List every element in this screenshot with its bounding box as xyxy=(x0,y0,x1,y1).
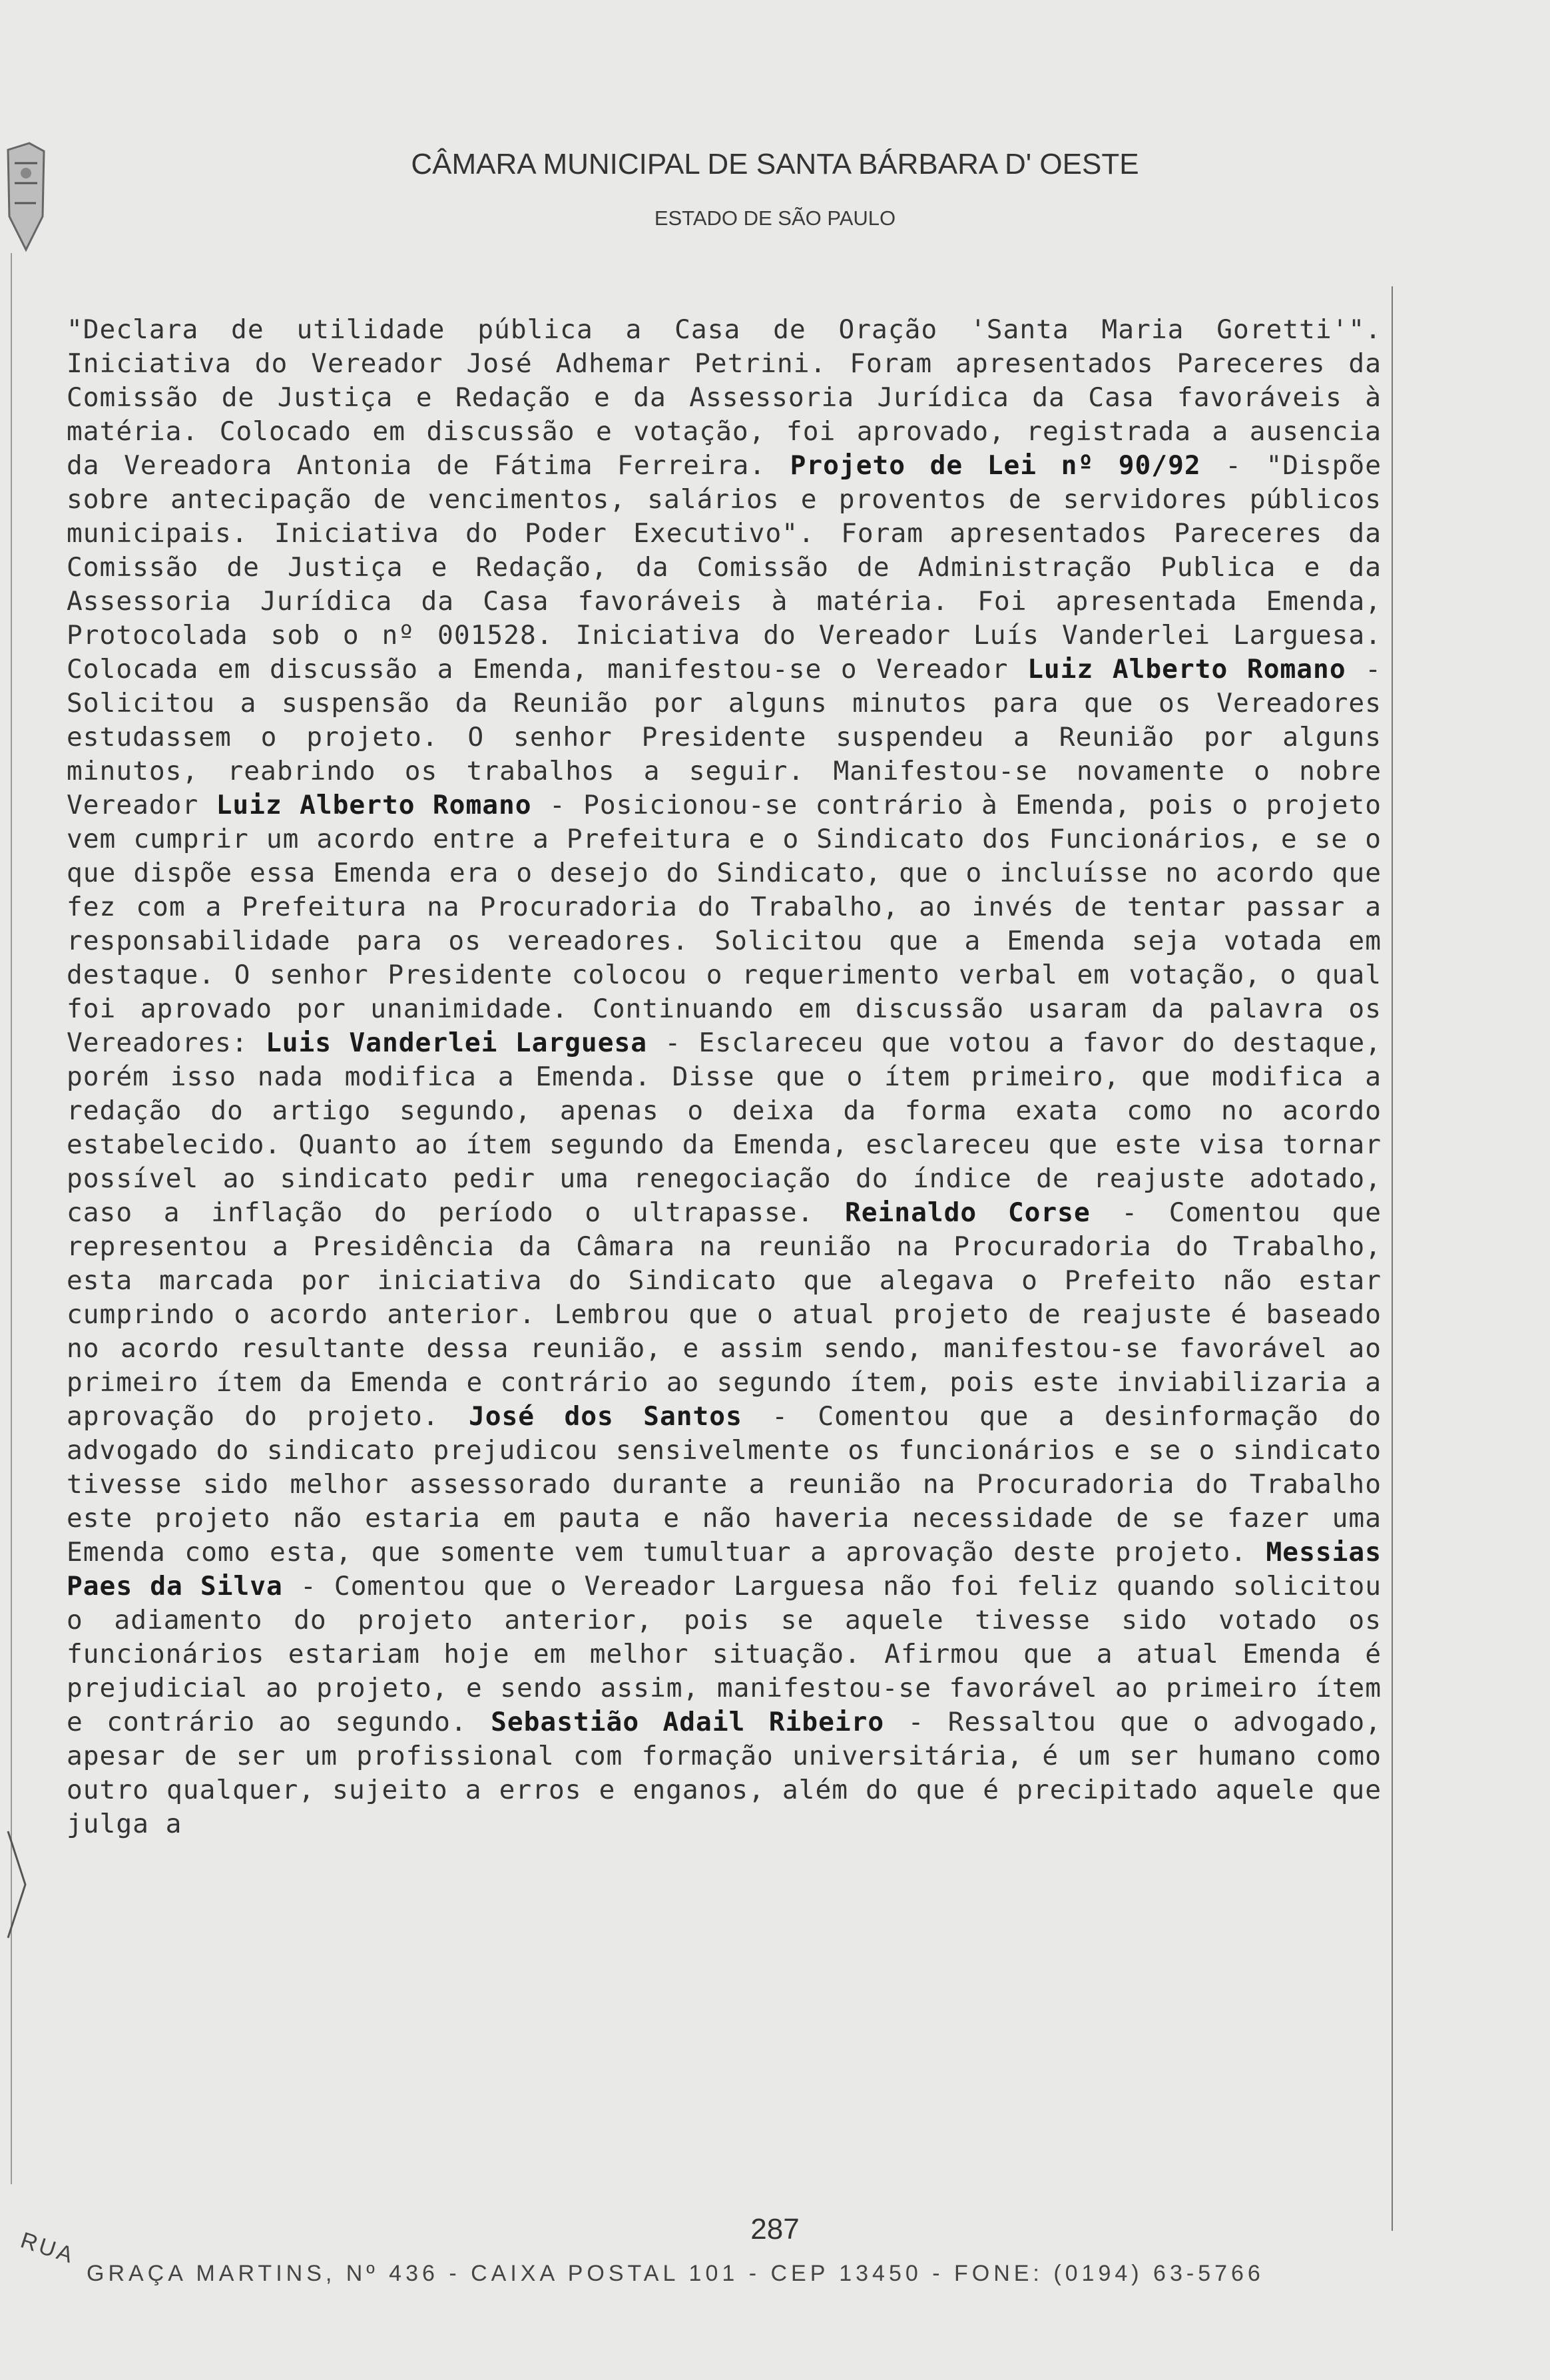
speaker-name: Reinaldo Corse xyxy=(844,1197,1091,1228)
speaker-name: Sebastião Adail Ribeiro xyxy=(491,1707,885,1737)
institution-title: CÂMARA MUNICIPAL DE SANTA BÁRBARA D' OESTE xyxy=(411,148,1139,180)
footer-rua: RUA xyxy=(17,2228,79,2269)
body-segment: - Comentou que o Vereador Larguesa não foi feliz quando solicitou o adiamento do projeto anterior, pois se aquele tivesse sido votado os funcionários estariam hoje em melhor situação. Afirmou que a atual Emenda é prejudicial ao projeto, e sendo assim, manifestou-se favorável ao primeiro ítem e contrário ao segundo. xyxy=(67,1571,1382,1737)
speaker-name: Luiz Alberto Romano xyxy=(1027,654,1346,685)
body-segment: - Esclareceu que votou a favor do destaque, porém isso nada modifica a Emenda. Disse que o ítem primeiro, que modifica a redação do artigo segundo, apenas o deixa da forma exata como no acordo estabelecido. Quanto ao ítem segundo da Emenda, esclareceu que este visa tornar possível ao sindicato pedir uma renegociação do índice de reajuste adotado, caso a inflação do período o ultrapasse. xyxy=(67,1028,1382,1228)
speaker-name: Luis Vanderlei Larguesa xyxy=(265,1028,648,1058)
body-segment: - Posicionou-se contrário à Emenda, pois o projeto vem cumprir um acordo entre a Prefeitura e o Sindicato dos Funcionários, e se o que dispõe essa Emenda era o desejo do Sindicato, que o incluísse no acordo que fez com a Prefeitura na Procuradoria do Trabalho, ao invés de tentar passar a responsabilidade para os vereadores. Solicitou que a Emenda seja votada em destaque. O senhor Presidente colocou o requerimento verbal em votação, o qual foi aprovado por unanimidade. Continuando em discussão usaram da palavra os Vereadores: xyxy=(67,790,1382,1058)
speaker-name: José dos Santos xyxy=(468,1401,742,1432)
minutes-body-text xyxy=(67,313,1382,1841)
institution-state: ESTADO DE SÃO PAULO xyxy=(654,206,896,230)
margin-bracket-mark xyxy=(5,1825,32,1944)
body-segment: - Comentou que a desinformação do advogado do sindicato prejudicou sensivelmente os funcionários e se o sindicato tivesse sido melhor assessorado durante a reunião na Procuradoria do Trabalho este projeto não estaria em pauta e não haveria necessidade de se fazer uma Emenda como esta, que somente vem tumultuar a aprovação deste projeto. xyxy=(67,1401,1382,1568)
speaker-name: Messias Paes da Silva xyxy=(67,1537,1382,1602)
right-margin-rule xyxy=(1392,286,1393,2231)
body-segment: - Solicitou a suspensão da Reunião por alguns minutos para que os Vereadores estudassem o projeto. O senhor Presidente suspendeu a Reunião por alguns minutos, reabrindo os trabalhos a seguir. Manifestou-se novamente o nobre Vereador xyxy=(67,654,1382,820)
body-segment: - Comentou que representou a Presidência da Câmara na reunião na Procuradoria do Trabalho, esta marcada por iniciativa do Sindicato que alegava o Prefeito não estar cumprindo o acordo anterior. Lembrou que o atual projeto de reajuste é baseado no acordo resultante dessa reunião, e assim sendo, manifestou-se favorável ao primeiro ítem da Emenda e contrário ao segundo ítem, pois este inviabilizaria a aprovação do projeto. xyxy=(67,1197,1382,1432)
body-segment: "Declara de utilidade pública a Casa de Oração 'Santa Maria Goretti'". Iniciativa do Vereador José Adhemar Petrini. Foram apresentados Pareceres da Comissão de Justiça e Redação e da Assessoria Jurídica da Casa favoráveis à matéria. Colocado em discussão e votação, foi aprovado, registrada a ausencia da Vereadora Antonia de Fátima Ferreira. xyxy=(67,314,1382,481)
page-number: 287 xyxy=(750,2213,800,2245)
speaker-name: Luiz Alberto Romano xyxy=(216,790,532,820)
body-segment: - "Dispõe sobre antecipação de vencimentos, salários e proventos de servidores públicos municipais. Iniciativa do Poder Executivo". Foram apresentados Pareceres da Comissão de Justiça e Redação, da Comissão de Administração Publica e da Assessoria Jurídica da Casa favoráveis à matéria. Foi apresentada Emenda, Protocolada sob o nº 001528. Iniciativa do Vereador Luís Vanderlei Larguesa. Colocada em discussão a Emenda, manifestou-se o Vereador xyxy=(67,450,1382,685)
body-segment: - Ressaltou que o advogado, apesar de ser um profissional com formação universitária, é um ser humano como outro qualquer, sujeito a erros e enganos, além do que é precipitado aquele que julga a xyxy=(67,1707,1382,1839)
bill-reference: Projeto de Lei nº 90/92 xyxy=(790,450,1201,481)
footer-address: GRAÇA MARTINS, Nº 436 - CAIXA POSTAL 101 - CEP 13450 - FONE: (0194) 63-5766 xyxy=(87,2261,1264,2286)
